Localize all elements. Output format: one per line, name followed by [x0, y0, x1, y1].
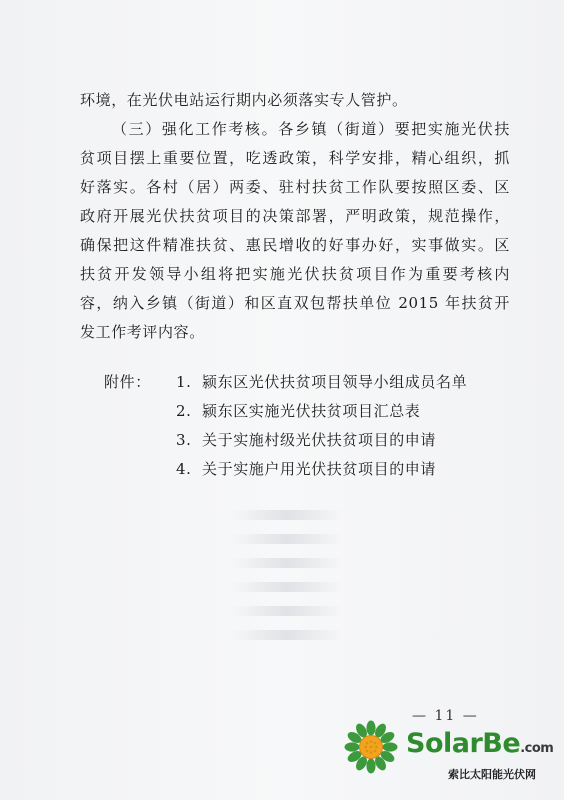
- paragraph-line: 政府开展光伏扶贫项目的决策部署，严明政策，规范操作，: [80, 207, 510, 225]
- attachment-title: 关于实施村级光伏扶贫项目的申请: [202, 431, 437, 449]
- attachment-item: [104, 397, 484, 426]
- paragraph-line: 容，纳入乡镇（街道）和区直双包帮扶单位 2015 年扶贫开: [80, 294, 510, 312]
- attachment-title: 颍东区实施光伏扶贫项目汇总表: [202, 402, 421, 420]
- attachment-number: 1.: [176, 373, 192, 391]
- attachments-label: 附件：: [104, 373, 151, 391]
- watermark-brand: SolarBe.com: [406, 728, 554, 759]
- attachment-title: 关于实施户用光伏扶贫项目的申请: [202, 460, 437, 478]
- body-paragraph: [80, 86, 510, 347]
- paragraph-line: 发工作考评内容。: [80, 323, 205, 341]
- attachment-number: 3.: [176, 431, 192, 449]
- paragraph-line: 扶贫开发领导小组将把实施光伏扶贫项目作为重要考核内: [80, 265, 510, 283]
- attachment-item: [104, 455, 484, 484]
- bleed-through-marks: [232, 510, 342, 654]
- paragraph-line: 贫项目摆上重要位置，吃透政策，科学安排，精心组织，抓: [80, 149, 510, 167]
- attachment-number: 2.: [176, 402, 192, 420]
- attachment-number: 4.: [176, 460, 192, 478]
- attachment-item: [104, 368, 484, 397]
- sunflower-logo-icon: [344, 720, 398, 774]
- attachment-title: 颍东区光伏扶贫项目领导小组成员名单: [202, 373, 468, 391]
- paragraph-line: 确保把这件精准扶贫、惠民增收的好事办好，实事做实。区: [80, 236, 510, 254]
- attachments-list: [104, 368, 484, 484]
- paragraph-line: （三）强化工作考核。各乡镇（街道）要把实施光伏扶: [112, 120, 510, 138]
- paragraph-line: 环境，在光伏电站运行期内必须落实专人管护。: [80, 91, 408, 109]
- watermark-domain: .com: [520, 741, 554, 756]
- watermark-logo: [344, 720, 558, 790]
- page-number: — 11 —: [412, 708, 479, 724]
- paragraph-line: 好落实。各村（居）两委、驻村扶贫工作队要按照区委、区: [80, 178, 510, 196]
- watermark-subtitle: 索比太阳能光伏网: [448, 768, 536, 781]
- attachment-item: [104, 426, 484, 455]
